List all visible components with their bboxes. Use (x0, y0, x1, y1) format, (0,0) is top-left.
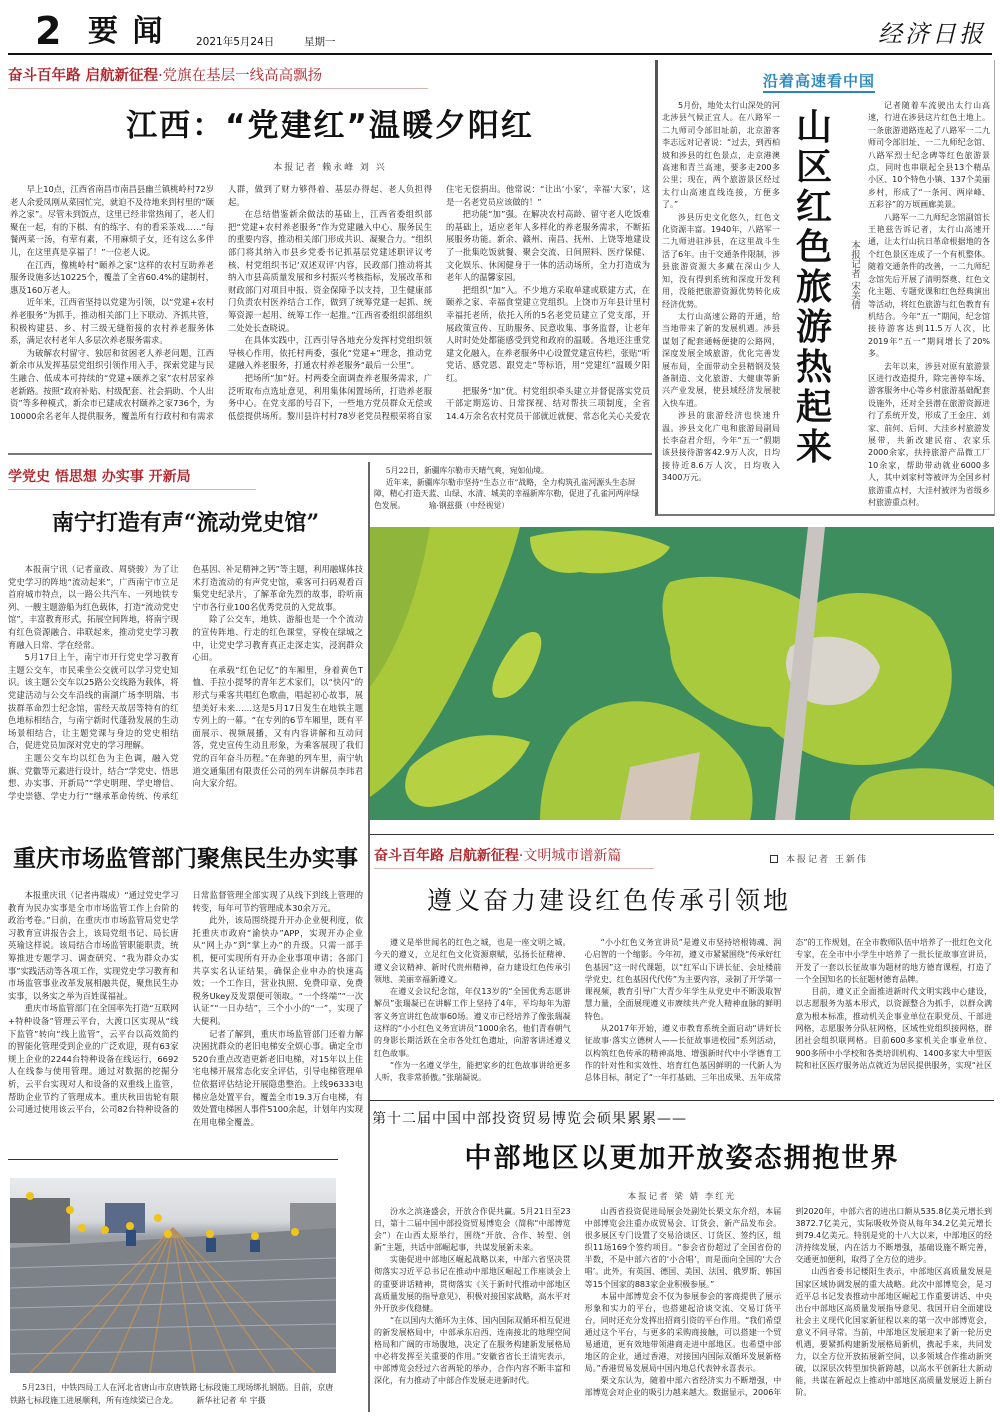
paragraph: 在承载“红色记忆”的车厢里，身着黄色T恤、手拉小提琴的青年艺术家们，以“快闪”的形式与乘客共唱红色歌曲，唱起初心故事，展望美好未来……这是5月17日发生在地铁主题专列上的一幕。“在专列的6节车厢里，既有平面展示、视频展播，又有内容讲解和互动问答，党史宣传生动且形象，为乘客展现了我们党的百年奋斗历程。”在奔驰的列车里，南宁轨道交通集团有限责任公司的列车讲解员李玮君向大家介绍。 (192, 664, 363, 789)
kicker-nanning: 学党史 悟思想 办实事 开新局 (8, 465, 256, 490)
article-col-shexian-2 (868, 100, 990, 506)
byline-jiangxi: 本报记者 赖永峰 刘 兴 (273, 163, 387, 173)
photo-caption-korla (374, 465, 642, 513)
paragraph: 把场所“加”好。村两委全面调查养老服务需求，广泛听取布点选址意见，利用集体闲置场所，打造养老服务中心。在党支部的号召下，一些地方党员群众无偿或低偿提供场所。黎川县许村村78岁老党员程根荣将自家住宅无偿捐出。他常说：“让出‘小家’，幸福‘大家’，这是一名老党员应该做的！” (228, 184, 650, 421)
photo-credit: 新华社记者 牟 宇摄 (196, 1396, 266, 1405)
paragraph: 山西省委书记楼阳生表示，中部地区高质量发展是国家区域协调发展的重大战略。此次中部博览会，是习近平总书记发表推动中部地区崛起工作重要讲话、中央出台中部地区高质量发展指导意见、我国开启全面建设社会主义现代化国家新征程以来的第一次中部博览会，意义不同寻常。当前，中部地区发展迎来了新一轮历史机遇，要紧抓构建新发展格局新机，携起手来，共同发力，以全方位开放拓展新空间，以多领域合作推动新突破，以深层次转型加快新跨越，以高水平创新壮大新动能，共谋在新起点上推动中部地区高质量发展迈上新台阶。 (795, 1267, 992, 1398)
headline-char: 旅 (795, 267, 832, 308)
caption-text: 近年来，新疆库尔勒市坚持“生态立市”战略，全力构筑孔雀河源头生态屏障，精心打造天蓝、山绿、水清、城美的幸福新库尔勒，促进了孔雀河两岸绿色发展。 (374, 477, 640, 510)
headline-expo: 中部地区以更加开放姿态拥抱世界 (464, 1143, 900, 1174)
headline-chongqing: 重庆市场监管部门聚焦民生办实事 (13, 845, 358, 872)
paragraph: 汾水之滨逢盛会，开放合作促共赢。5月21日至23日，第十二届中国中部投资贸易博览会（简称“中部博览会”）在山西太原举行，围绕“开放、合作、转型、创新”主题，共话中部崛起事，共谋发展新未来。 (374, 1207, 571, 1253)
kicker-thin: ·文明城市谱新篇 (518, 848, 622, 864)
paragraph: 在具体实践中，江西引导各地充分发挥村党组织领导核心作用，依托村两委，强化“党建+”理念，推动党建融入养老服务，打通农村养老服务“最后一公里”。 (228, 335, 432, 371)
byline-vertical-shexian: 本报记者 宋美倩 (849, 240, 860, 310)
headline-vertical-shexian (792, 108, 836, 468)
section-divider (370, 1100, 994, 1101)
paragraph: 把组织“加”入。不少地方采取单建或联建方式，在颐养之家、幸福食堂建立党组织。上饶市万年县计里村幸福托老所，依托入所的5名老党员建立了党支部，开展政策宣传、互助服务、民意收集、事务监督，让老年人时时处处都能感受到党和政府的温暖。各地还注重党建文化融入，在养老服务中心设置党建宣传栏，张贴“听党话、感党恩、跟党走”等标语，用“党建红”温暖夕阳红。 (446, 284, 650, 383)
paragraph: 实施促进中部地区崛起战略以来，中部六省坚决贯彻落实习近平总书记在推动中部地区崛起工作座谈会上的重要讲话精神，贯彻落实《关于新时代推动中部地区高质量发展的指导意见》，积极对接国家战略，高水平对外开放步伐稳健。 (374, 1255, 571, 1313)
kicker-bold: 奋斗百年路 启航新征程 (8, 68, 159, 84)
issue-date: 2021年5月24日 (196, 36, 275, 48)
caption-text: 5月23日，中铁四局工人在河北省唐山市京唐铁路七标段施工现场绑扎钢筋。目前，京唐铁路七标段施工进展顺利，所有连续梁已合龙。 (10, 1383, 334, 1405)
masthead-rule (8, 53, 992, 55)
paragraph: “作为一名遵义学生，能把家乡的红色故事讲给更多人听，我非常骄傲。”张瑞凝说。 (374, 1060, 571, 1083)
paragraph: 近年来，江西省坚持以党建为引领，以“党建+农村养老服务”为抓手，推动相关部门上下联动、齐抓共管，积极构建县、乡、村三级无缝衔接的农村养老服务体系，满足农村老年人多层次养老服务需求。 (10, 297, 214, 346)
article-body-chongqing (8, 889, 363, 1153)
article-body-expo (374, 1206, 992, 1412)
photo-illustration (370, 527, 994, 820)
headline-char: 色 (795, 227, 832, 268)
subtitle-expo: 第十二届中国中部投资贸易博览会硕果累累—— (372, 1111, 687, 1127)
kicker-bold: 奋斗百年路 启航新征程 (374, 848, 519, 864)
issue-weekday: 星期一 (304, 36, 336, 48)
photo-caption-railway (10, 1381, 336, 1411)
paragraph: 本报重庆讯（记者冉瑞成）“通过党史学习教育为民办实事是全市市场监管工作上台阶的政治考卷。”日前，在重庆市市场监管局党史学习教育宣讲报告会上，该局党组书记、局长唐英瑜这样说。该局结合市场监管职能职责，统筹推进专题学习、调查研究、“我为群众办实事”实践活动等各项工作，实现党史学习教育和市场监管事业改革发展相融共促，聚焦民生办实事，以务实之举为百姓谋福祉。 (8, 890, 179, 1001)
article-body-zunyi (374, 937, 992, 1095)
headline-char: 红 (795, 187, 832, 228)
paragraph: 遵义是举世闻名的红色之城，也是一座文明之城。今天的遵义，立足红色文化资源禀赋，弘扬长征精神、遵义会议精神、新时代贵州精神，奋力建设红色传承引领地、美丽幸福新遵义。 (374, 938, 571, 984)
headline-char: 热 (795, 347, 832, 388)
paragraph: 5月份，地处太行山深处的河北涉县气候正宜人。在八路军一二九师司令部旧址前，北京游客李志远对记者说：“过去，到西柏坡和涉县的红色景点，走京港澳高速和青兰高速，要多走200多公里；现在，两个旅游景区经过太行山高速直线连接，方便多了。” (662, 101, 780, 210)
zunyi-columns (374, 937, 992, 1095)
paragraph: “小小红色义务宣讲员”是遵义市坚持培根铸魂、润心启智的一个缩影。今年初，遵义市紧紧围绕“传承好红色基因”这一时代课题，以“红军山下讲长征、会址楼前学党史、红色基因代代传”为主要内容，录制了开学第一课视频，教育引导广大青少年学生从党史中不断汲取智慧力量，全面展现遵义市赓续共产党人精神血脉的鲜明特色。 (584, 938, 782, 1021)
article-body-jiangxi (10, 183, 650, 445)
paper-logo: 经济日报 (878, 20, 986, 48)
paragraph: “在以国内大循环为主体、国内国际双循环相互促进的新发展格局中，中部承东启西、连南接北的地理空间格局和广阔的市场腹地，决定了在服务构建新发展格局中必将发挥至关重要的作用。”安徽省省长王清宪表示，中部博览会经过六省两轮的举办，合作内容不断丰富和深化，有力推动了中部合作发展走进新时代。 (374, 1315, 571, 1386)
paragraph: 去年以来，涉县对原有旅游景区进行改造提升，除完善停车场、游客服务中心等乡村旅游基础配套设施外，还对全县潜在旅游资源进行了系统开发，形成了王金庄、刘家、前何、后何、大洼乡村旅游发展带，共新改建民宿、农家乐2000余家，扶持旅游产品微工厂10余家，帮助带动就业6000多人，其中刘家村等被评为全国乡村旅游重点村，大洼村被评为省级乡村旅游重点村。 (868, 361, 990, 506)
paragraph: 把功能“加”强。在解决农村高龄、留守老人吃饭难的基础上，适应老年人多样化的养老服务需求，不断拓展服务功能。新余、赣州、南昌、抚州、上饶等地建设了一批集吃饭就餐、聚会交流、日间照料、医疗保健、文化娱乐、休闲健身于一体的活动场所，全力打造成为老年人的温馨家园。 (446, 209, 650, 283)
caption-line: 5月22日，新疆库尔勒市天晴气爽，宛如仙境。 (385, 466, 549, 475)
article-body-nanning (8, 563, 363, 818)
paragraph: 记者随着车流驶出太行山高速，行进在涉县这片红色土地上。一条旅游道路连起了八路军一二九师司令部旧址、一二九师纪念馆、八路军烈士纪念碑等红色旅游景点，同时也串联起全县13个精品小区、10个特色小镇、137个美丽乡村，形成了“一条河、两岸峰、五彩谷”的万顷画廊美景。 (868, 101, 990, 210)
headline-char: 区 (795, 147, 832, 188)
railway-construction-photo (10, 1178, 336, 1373)
paragraph: 把服务“加”优。村党组织牵头建立并督促落实党员干部定期巡访、日常探视、结对帮扶三项制度，全省14.4万余名农村党员干部就近就便、常态化关心关爱农 (446, 385, 650, 421)
paragraph: 太行山高速公路的开通，给当地带来了新的发展机遇。涉县谋划了配套通畅便捷的公路网，深度发展全域旅游，优化完善发展布局，全面带动全县精钢及装备制造、文化旅游、大健康等新兴产业发展，使县域经济发展驶入快车道。 (662, 311, 780, 408)
paragraph: 目前，遵义正全面推进新时代文明实践中心建设，以志愿服务为基本形式，以资源整合为抓手，以群众满意为根本标准，推动机关企事业单位在职党员、干部进网格，志愿服务分队驻网格，区域性党组织接网格，群团社会组织联网格。目前600多家机关企事业单位、900多所中小学校和各类培训机构、1400多家大中型医院和社区医疗服务站点就近为居民提供服务，实现“社区 (795, 987, 992, 1070)
paragraph: 在总结借鉴新余做法的基础上，江西省委组织部把“党建+农村养老服务”作为党建融入中心、服务民生的重要内容，推动相关部门形成共识、凝聚合力。“组织部门将其纳入市县乡党委书记抓基层党建述职评议考核、村党组织书记‘双述双评’内容，民政部门推动将其纳入市县高质量发展和乡村振兴考核指标，发展改革和财政部门对项目申报、资金保障予以支持，卫生健康部门负责农村医养结合工作，做到了统筹党建一起抓、统筹资源一起用、统筹工作一起推。”江西省委组织部组织二处处长查晓说。 (228, 209, 432, 333)
byline-expo: 本报记者 梁 婧 李红光 (627, 1192, 737, 1202)
headline-char: 游 (795, 307, 832, 348)
paragraph: 栗文东认为，随着中部六省经济实力不断增强，中部博览会对企业的吸引力越来越大。数据显示，2006年到2020年，中部六省的进出口额从535.8亿美元增长到3872.7亿美元，实际吸收外资从每年34.2亿美元增长到79.4亿美元。特别是党的十八大以来，中部地区的经济持续发展，内在活力不断增强，基础设施不断完善，交通更加便利，取得了全方位的进步。 (584, 1207, 992, 1398)
paragraph: 5月17日上午，南宁市开行党史学习教育主题公交车，市民乘坐公交就可以学习党史知识。该主题公交车以25路公交线路为载体，将党建活动与公交车沿线的南湖广场李明瑞、韦拔群革命烈士纪念馆，雷经天故居等特有的红色地标相结合，与南宁新时代蓬勃发展的生动场景相结合，让主题党课与身边的党史相结合，促进党员加深对党史的学习理解。 (8, 652, 179, 751)
headline-nanning: 南宁打造有声“流动党史馆” (51, 510, 320, 536)
paragraph: 八路军一二九师纪念馆副馆长王艳兹告诉记者，太行山高速开通，让太行山抗日革命根据地的各个红色景区连成了一个有机整体。随着交通条件的改善，一二九师纪念馆先后开展了清明祭奠、红色文化主题、专题党课和红色经典演出等活动，将红色旅游与红色教育有机结合。今年“五一”期间，纪念馆接待游客达到11.5万人次，比2019年“五一”期间增长了20%多。 (868, 212, 990, 359)
headline-char: 山 (795, 107, 832, 148)
paragraph: 重庆市场监管部门在全国率先打造“互联网+特种设备”管理云平台，大渡口区实现从“线下监管”转向“线上监管”，云平台以高效简约的智能化管理受到企业的广泛欢迎，现有63家规上企业的2244台特种设备在线运行，6692人在线参与使用管理。通过对数据的挖掘分析，云平台实现对人和设备的双重线上监管，帮助企业节约了管理成本。重庆秋田齿轮有限公司通过使用该云平台，公司82台特种设备的日常监督管理全部实现了从线下到线上管理的转变，每年可节约管理成本30余万元。 (8, 890, 363, 1115)
kicker-thin: ·党旗在基层一线高高飘扬 (158, 68, 323, 84)
article-col-shexian-1 (662, 100, 780, 506)
section-title: 要 闻 (88, 14, 165, 49)
paragraph: 主题公交车均以红色为主色调，融入党旗、党徽等元素进行设计，结合“学党史、悟思想、办实事、开新局”“学史明理、学史增信、学史崇德、学史力行”“继承革命传统、传承红色基因、补足精神之钙”等主题，利用融媒体技术打造流动的有声党史馆，乘客可扫码观看百集党史纪录片，了解革命先烈的故事，聆听南宁市各行业100名优秀党员的入党故事。 (8, 564, 363, 801)
paragraph: 记者了解到，重庆市场监管部门还着力解决困扰群众的老旧电梯安全烦心事。确定全市520台重点改造更新老旧电梯，对15年以上住宅电梯开展常态化安全评估，引导电梯管理单位依据评估结论开展隐患整治。上线96333电梯应急处置平台，覆盖全市19.3万台电梯，有效处置电梯困人事件5100余起，计划年内实现在用电梯全覆盖。 (192, 1028, 363, 1127)
kicker-jiangxi (8, 64, 428, 89)
headline-zunyi: 遵义奋力建设红色传承引领地 (426, 886, 791, 915)
paragraph: 本报南宁讯（记者童政、周骁骏）为了让党史学习的阵地“流动起来”，广西南宁市立足首府城市特点，以一路公共汽车、一列地铁专列、一艘主题游船为红色载体，打造“流动党史馆”，丰富教育形式，拓展空间阵地，将南宁现有红色资源融合、串联起来，推动党史学习教育融入日常、学在经常。 (8, 564, 179, 650)
section-divider (370, 834, 994, 835)
headline-char: 来 (795, 427, 832, 468)
korla-aerial-photo (370, 527, 994, 820)
column-title-shexian: 沿着高速看中国 (763, 70, 875, 93)
masthead (8, 0, 992, 56)
paragraph: 在江西，像桃岭村“颐养之家”这样的农村互助养老服务设施多达10225个，覆盖了全省60.4%的建制村，惠及160万老人。 (10, 259, 214, 295)
paragraph: 为破解农村留守、独居和贫困老人养老问题，江西新余市从发挥基层党组织引领作用入手，探索党建与民生融合、低成本可持续的“党建+颐养之家”农村居家养老新路。按照“政府补贴、村级配套、社会捐助、个人出资”等多种模式，新余市已建成农村颐养之家736个，为10000余名老年人提供服务，覆盖所有行政村和有需求人群，做到了财力够得着、基层办得起、老人负担得起。 (10, 184, 432, 421)
paragraph: 早上10点，江西省南昌市南昌县幽兰镇桃岭村72岁老人余爱凤刚从菜园忙完，就迫不及待地来到村里的“颐养之家”。尽管未到饭点，这里已经非常热闹了，老人们聚在一起，有的下棋、有的练字、有的看采茶戏……“每餐两菜一汤，有荤有素，不用麻烦子女，还有这么多伴儿，在这里真是享福了！”一位老人说。 (10, 184, 214, 257)
kicker-zunyi (374, 844, 654, 869)
caption-body (374, 477, 642, 512)
paragraph: 此外，该局围绕提升开办企业便利度，依托重庆市政府“渝快办”APP，实现开办企业从“网上办”到“掌上办”的升级。只需一部手机，便可实现所有开办企业事项申请；各部门共享实名认证结果，确保企业申办的快速高效；一个工作日，营业执照、免费印章、免费税务Ukey及发票便可领取。“一个终端”“一次认证”“一日办结”，三个小小的“一”，实现了大便利。 (192, 915, 363, 1026)
byline-text: 本报记者 王新伟 (786, 855, 868, 865)
headline-jiangxi: 江西：“党建红”温暖夕阳红 (126, 108, 534, 144)
paragraph: 本届中部博览会不仅为参展参会的客商提供了展示形象和实力的平台，也搭建起洽谈交流、交易订货平台，同时还充分发挥出招商引资的平台作用。“我们希望通过这个平台，与更多的采购商接触，可以搭建一个贸易通道，更有效地带领港商走进中部地区。也希望中部地区的企业，通过香港，对接国内国际双循环发展新格局。”香港贸易发展局中国内地总代表钟永喜表示。 (584, 1291, 782, 1374)
paragraph: 从2017年开始，遵义市教育系统全面启动“讲好长征故事·落实立德树人——长征故事进校园”系列活动，以构筑红色传承的精神高地、增强新时代中小学德育工作的针对性和实效性、培育红色基因鲜明的一代新人为总体目标，制定了“一年打基础、三年出成果、五年成常态”的工作规划，在全市教师队伍中培养了一批红色文化专家，在全市中小学生中培养了一批长征故事宣讲员，开发了一套以长征故事为题材的地方德育课程，打造了一个全国知名的长征题材德育品牌。 (584, 938, 992, 1083)
paragraph: 在遵义会议纪念馆，年仅13岁的“全国优秀志愿讲解员”张瑞凝已在讲解工作上坚持了4年，平均每年为游客义务宣讲红色故事60场。遵义市已经培养了像张瑞凝这样的“小小红色义务宣讲员”1000余名，他们青春朝气的身影长期活跃在全市各处红色遗址，向游客讲述遵义红色故事。 (374, 987, 571, 1058)
section-divider (8, 1159, 338, 1160)
byline-zunyi (770, 852, 868, 865)
paragraph: 涉县的旅游经济也快速升温。涉县文化广电和旅游局副局长李奋君介绍，今年“五一”假期该县接待游客42.9万人次，日均接待近8.6万人次，日均收入3400万元。 (662, 411, 780, 483)
headline-char: 起 (795, 387, 832, 428)
page-number: 2 (35, 9, 62, 53)
section-divider (8, 453, 652, 455)
paragraph: 涉县历史文化悠久，红色文化资源丰富。1940年，八路军一二九师进驻涉县，在这里战斗生活了6年。由于交通条件限制，涉县旅游资源大多藏在深山少人知，没有得到系统和深度开发利用，没能把旅游资源优势转化成经济优势。 (662, 212, 780, 309)
paragraph: 除了公交车，地铁、游船也是一个个流动的宣传阵地、行走的红色课堂，穿梭在绿城之中，让党史学习教育真正走深走实，浸润群众心田。 (192, 614, 363, 663)
photo-credit: 瑜·钢兹摄（中经视觉） (428, 500, 510, 510)
photo-illustration (10, 1178, 336, 1373)
paragraph: 山西省投资促进局展会处副处长栗文东介绍，本届中部博览会注重办成贸易会、订货会、新产品发布会。很多展区专门设置了交易洽谈区、订货区、签约区，组织11场169个签约项目。“参会省份超过了全国省份的半数，不是中部六省的‘小合唱’，而是面向全国的‘大合唱’。此外，有英国、德国、美国、法国、俄罗斯、韩国等15个国家的883家企业积极参展。” (584, 1207, 782, 1289)
square-icon (770, 855, 778, 863)
